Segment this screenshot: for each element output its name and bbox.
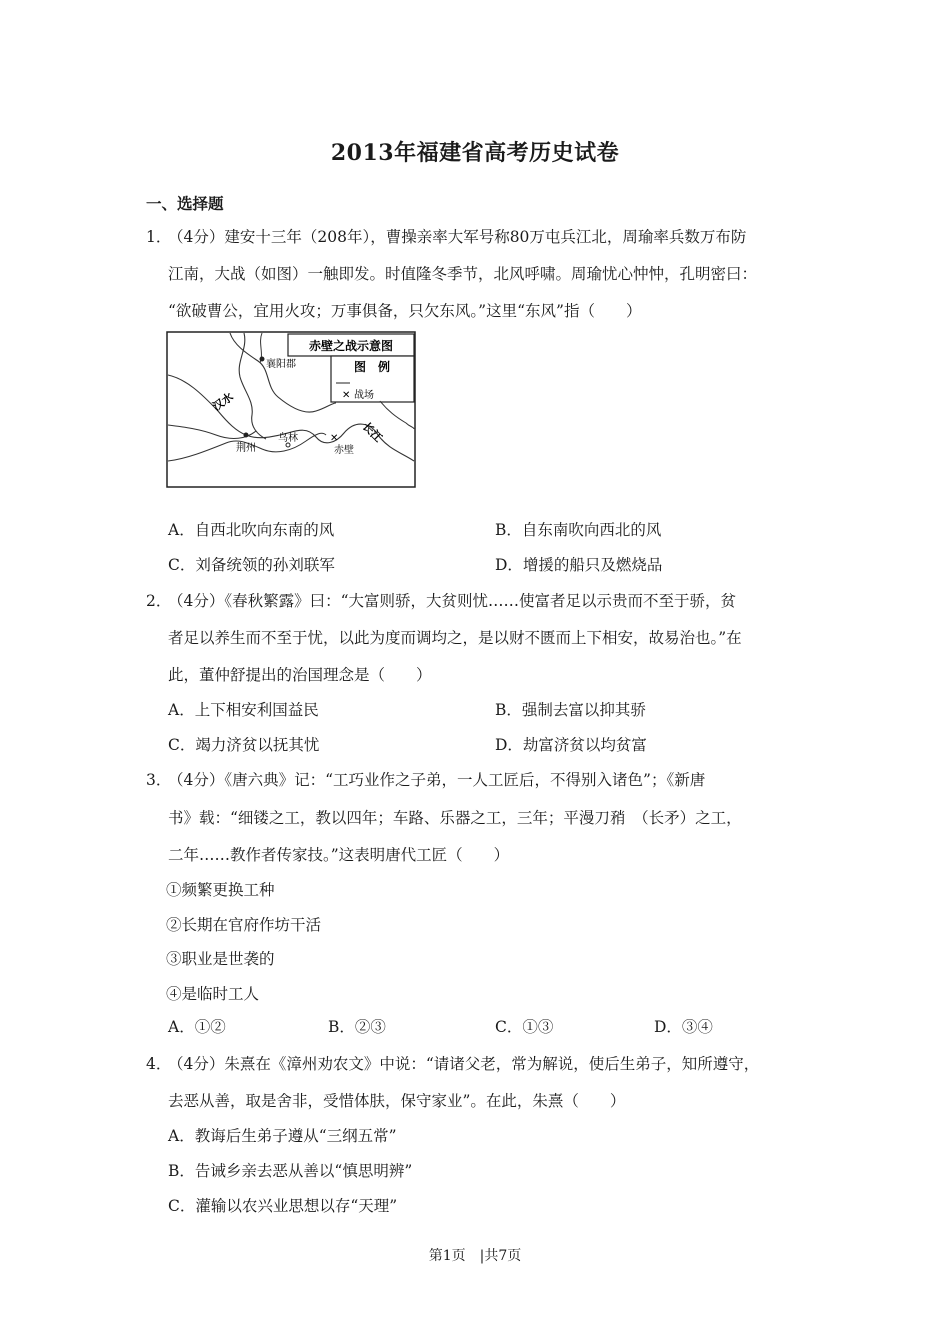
question-3-option-b: B．②③ [328, 1018, 386, 1036]
question-2-line-1: （4分）《春秋繁露》曰：“大富则骄，大贫则忧……使富者足以示贵而不至于骄，贫 [168, 592, 737, 610]
place-wulin: 乌林 [278, 433, 298, 444]
question-4-number: 4． [146, 1055, 172, 1073]
battle-site-icon: ✕ [330, 433, 339, 444]
question-2-line-3: 此，董仲舒提出的治国理念是（ ） [168, 666, 432, 684]
question-2-option-c: C．竭力济贫以抚其忧 [168, 736, 320, 754]
question-2-option-b: B．强制去富以抑其骄 [495, 701, 646, 719]
river-han: 汉水 [210, 390, 236, 414]
map-legend-battle: 战场 [354, 390, 374, 401]
place-xiangyang: 襄阳郡 [266, 359, 296, 370]
river-yangtze: 长江 [359, 419, 385, 445]
question-4-line-2: 去恶从善，取是舍非，受惜体肤，保守家业”。在此，朱熹（ ） [168, 1092, 626, 1110]
question-1-option-c: C．刘备统领的孙刘联军 [168, 556, 335, 574]
map-title: 赤壁之战示意图 [308, 339, 394, 353]
battle-mark-icon: ✕ [342, 390, 351, 401]
exam-title: 2013年福建省高考历史试卷 [330, 140, 620, 166]
place-jingzhou: 荆州 [236, 443, 256, 454]
question-4-line-1: （4分）朱熹在《漳州劝农文》中说：“请诸父老，常为解说，使后生弟子，知所遵守， [168, 1055, 760, 1073]
question-2-option-d: D．劫富济贫以均贫富 [495, 736, 647, 754]
question-1-option-d: D．增援的船只及燃烧品 [495, 556, 663, 574]
map-legend-title: 图 例 [353, 360, 391, 374]
question-1-option-b: B．自东南吹向西北的风 [495, 521, 662, 539]
question-1-line-1: （4分）建安十三年（208年），曹操亲率大军号称80万屯兵江北，周瑜率兵数万布防 [168, 228, 747, 246]
question-1-line-2: 江南，大战（如图）一触即发。时值隆冬季节，北风呼啸。周瑜忧心忡忡，孔明密曰： [168, 265, 758, 283]
page-footer: 第1页 |共7页 [428, 1248, 522, 1264]
question-3-option-d: D．③④ [654, 1018, 713, 1036]
question-3-line-2: 书》载：“细镂之工，教以四年；车路、乐器之工，三年；平漫刀矟 （长矛）之工， [168, 809, 742, 827]
chibi-battle-map [166, 331, 416, 488]
place-chibi: 赤壁 [334, 445, 354, 456]
question-4-option-c: C．灌输以农兴业思想以存“天理” [168, 1197, 398, 1215]
question-3-line-3: 二年……教作者传家技。”这表明唐代工匠（ ） [168, 846, 510, 864]
question-3-option-c: C．①③ [495, 1018, 554, 1036]
question-3-item-4: ④是临时工人 [166, 985, 260, 1003]
question-2-number: 2． [146, 592, 172, 610]
question-1-line-3: “欲破曹公，宜用火攻；万事俱备，只欠东风。”这里“东风”指（ ） [168, 302, 642, 320]
question-3-line-1: （4分）《唐六典》记：“工巧业作之子弟，一人工匠后，不得别入诸色”；《新唐 [168, 771, 706, 789]
question-1-number: 1． [146, 228, 172, 246]
question-4-option-b: B．告诫乡亲去恶从善以“慎思明辨” [168, 1162, 413, 1180]
question-3-item-1: ①频繁更换工种 [166, 881, 275, 899]
question-3-item-3: ③职业是世袭的 [166, 950, 275, 968]
question-1-option-a: A．自西北吹向东南的风 [168, 521, 335, 539]
question-3-item-2: ②长期在官府作坊干活 [166, 916, 322, 934]
question-2-line-2: 者足以养生而不至于忧，以此为度而调均之，是以财不匮而上下相安，故易治也。”在 [168, 629, 742, 647]
question-2-option-a: A．上下相安利国益民 [168, 701, 319, 719]
question-4-option-a: A．教诲后生弟子遵从“三纲五常” [168, 1127, 397, 1145]
question-3-number: 3． [146, 771, 172, 789]
question-3-option-a: A．①② [168, 1018, 226, 1036]
section-heading: 一、选择题 [146, 194, 224, 213]
